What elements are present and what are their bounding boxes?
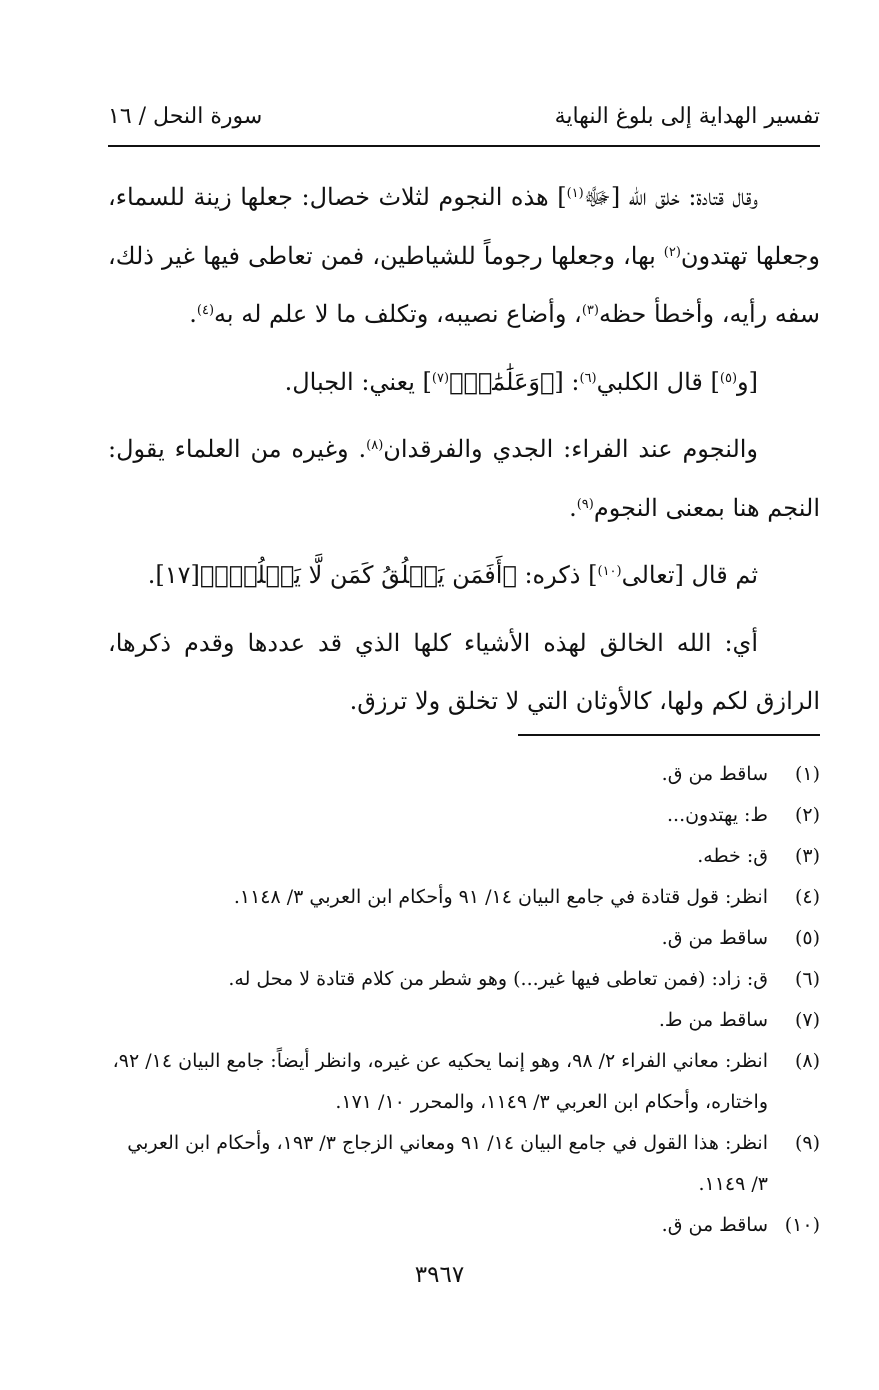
text-run: ، وأضاع نصيبه، وتكلف ما لا علم له به xyxy=(214,300,582,328)
main-text xyxy=(108,168,820,731)
footnote-text: انظر: معاني الفراء ٢/ ٩٨، وهو إنما يحكيه عن غيره، وانظر أيضاً: جامع البيان ١٤/ ٩٢، واختاره، وأحكام ابن العربي ٣/ ١١٤٩، والمحرر ١٠/ ١٧١. xyxy=(112,1050,768,1113)
text-run: ] هذه النجوم لثلاث خصال: جعلها زينة للسماء، وجعلها تهتدون xyxy=(108,183,821,270)
footnote-item xyxy=(108,754,820,795)
footnote-item xyxy=(108,795,820,836)
footnote-text: ط: يهتدون... xyxy=(666,804,768,826)
text-run: بها، وجعلها رجوماً للشياطين، فمن تعاطى فيها غير ذلك، سفه رأيه، وأخطأ حظه xyxy=(108,241,820,328)
footnote-item xyxy=(108,959,820,1000)
text-run: . xyxy=(569,493,577,522)
footnote-ref[interactable]: (٧) xyxy=(431,370,450,386)
footnote-ref[interactable]: (٦) xyxy=(579,370,597,386)
footnote-item xyxy=(108,836,820,877)
text-run: ] قال الكلبي xyxy=(596,367,720,396)
paragraph-farra xyxy=(108,420,820,537)
footnote-ref[interactable]: (٨) xyxy=(366,438,384,454)
footnote-number: (٢) xyxy=(794,804,820,826)
footnote-separator xyxy=(518,734,820,736)
text-run: ثم قال [تعالى xyxy=(621,561,758,589)
footnote-item xyxy=(108,1205,820,1246)
text-run: [و xyxy=(737,367,758,396)
footnotes xyxy=(108,754,820,1246)
text-run: . xyxy=(189,300,197,328)
footnote-text: انظر: هذا القول في جامع البيان ١٤/ ٩١ ومعاني الزجاج ٣/ ١٩٣، وأحكام ابن العربي ٣/ ١١٤٩. xyxy=(127,1132,768,1195)
footnote-ref[interactable]: (١٠) xyxy=(597,564,622,580)
footnote-text: ساقط من ق. xyxy=(661,927,768,949)
footnote-item xyxy=(108,877,820,918)
text-run: ] يعني: الجبال. xyxy=(284,367,432,396)
footnote-number: (١٠) xyxy=(784,1214,820,1236)
footnote-text: ق: زاد: (فمن تعاطى فيها غير...) وهو شطر من كلام قتادة لا محل له. xyxy=(228,968,768,990)
footnote-ref[interactable]: (٤) xyxy=(196,303,215,319)
footnote-number: (٨) xyxy=(794,1050,820,1072)
footnote-number: (٦) xyxy=(794,968,820,990)
footnote-number: (٤) xyxy=(794,886,820,908)
paragraph-verse xyxy=(108,546,820,605)
text-run: والنجوم عند الفراء: الجدي والفرقدان xyxy=(383,435,759,463)
honorific-glyph: ﷻ xyxy=(583,183,611,211)
page-number: ٣٩٦٧ xyxy=(414,1262,465,1288)
footnote-text: ساقط من ط. xyxy=(658,1009,768,1031)
text-run: . وغيره من العلماء يقول: النجم هنا بمعنى النجوم xyxy=(108,435,820,522)
running-header xyxy=(108,104,820,140)
quran-quote: ] ذكره: ﴿أَفَمَن يَخۡلُقُ كَمَن لَّا يَخۡلُقُۚ﴾[١٧]. xyxy=(147,561,598,589)
header-rule xyxy=(108,145,820,147)
footnote-item xyxy=(108,918,820,959)
footnote-number: (٣) xyxy=(794,845,820,867)
footnote-number: (١) xyxy=(794,763,820,785)
footnote-text: ساقط من ق. xyxy=(661,763,768,785)
footnote-ref[interactable]: (٥) xyxy=(719,370,738,386)
text-run: وقال قتادة: خلق الله [ xyxy=(610,183,758,211)
footnote-text: ق: خطه. xyxy=(697,845,768,867)
book-title: تفسير الهداية إلى بلوغ النهاية xyxy=(554,104,820,129)
footnote-ref[interactable]: (٣) xyxy=(581,303,599,319)
footnote-text: ساقط من ق. xyxy=(661,1214,768,1236)
surah-reference: سورة النحل / ١٦ xyxy=(108,104,263,129)
quran-quote: : [﴿وَعَلَٰمَٰتٖ﴾ xyxy=(449,367,580,396)
footnote-item xyxy=(108,1041,820,1123)
footnote-item xyxy=(108,1000,820,1041)
paragraph-commentary: أي: الله الخالق لهذه الأشياء كلها الذي قد عددها وقدم ذكرها، الرازق لكم ولها، كالأوثان التي لا تخلق ولا ترزق. xyxy=(108,628,820,715)
footnote-number: (٥) xyxy=(794,927,820,949)
footnote-text: انظر: قول قتادة في جامع البيان ١٤/ ٩١ وأحكام ابن العربي ٣/ ١١٤٨. xyxy=(233,886,768,908)
footnote-ref[interactable]: (١) xyxy=(566,186,584,202)
footnote-item xyxy=(108,1123,820,1205)
footnote-number: (٩) xyxy=(794,1132,820,1154)
paragraph-qatada xyxy=(108,168,820,344)
footnote-ref[interactable]: (٢) xyxy=(663,244,681,260)
footnote-number: (٧) xyxy=(794,1009,820,1031)
footnote-ref[interactable]: (٩) xyxy=(576,496,594,512)
paragraph-kalbi xyxy=(108,353,820,412)
